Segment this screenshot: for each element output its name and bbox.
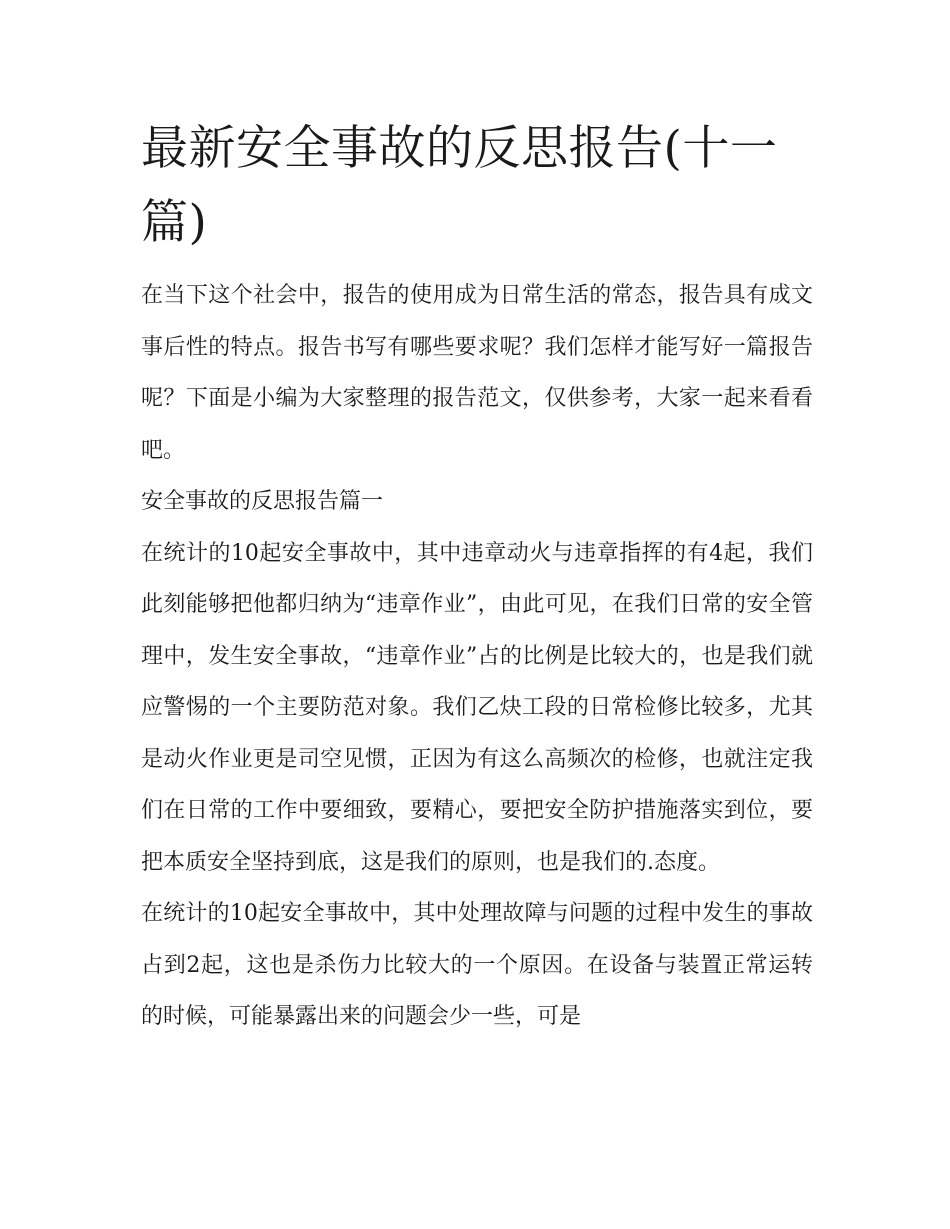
body-paragraph: 在统计的10起安全事故中，其中处理故障与问题的过程中发生的事故占到2起，这也是杀伤力比较大的一个原因。在设备与装置正常运转的时候，可能暴露出来的问题会少一些，可是 (141, 901, 813, 1029)
document-page (141, 112, 813, 1043)
section-heading: 安全事故的反思报告篇一 (141, 489, 384, 514)
body-paragraph: 在统计的10起安全事故中，其中违章动火与违章指挥的有4起，我们此刻能够把他都归纳为“违章作业”，由此可见，在我们日常的安全管理中，发生安全事故，“违章作业”占的比例是比较大的，也是我们就应警惕的一个主要防范对象。我们乙炔工段的日常检修比较多，尤其是动火作业更是司空见惯，正因为有这么高频次的检修，也就注定我们在日常的工作中要细致，要精心，要把安全防护措施落实到位，要把本质安全坚持到底，这是我们的原则，也是我们的.态度。 (141, 540, 813, 875)
document-title: 最新安全事故的反思报告(十一篇) (141, 121, 778, 250)
intro-paragraph: 在当下这个社会中，报告的使用成为日常生活的常态，报告具有成文事后性的特点。报告书写有哪些要求呢？我们怎样才能写好一篇报告呢？下面是小编为大家整理的报告范文，仅供参考，大家一起来看看吧。 (141, 283, 813, 463)
